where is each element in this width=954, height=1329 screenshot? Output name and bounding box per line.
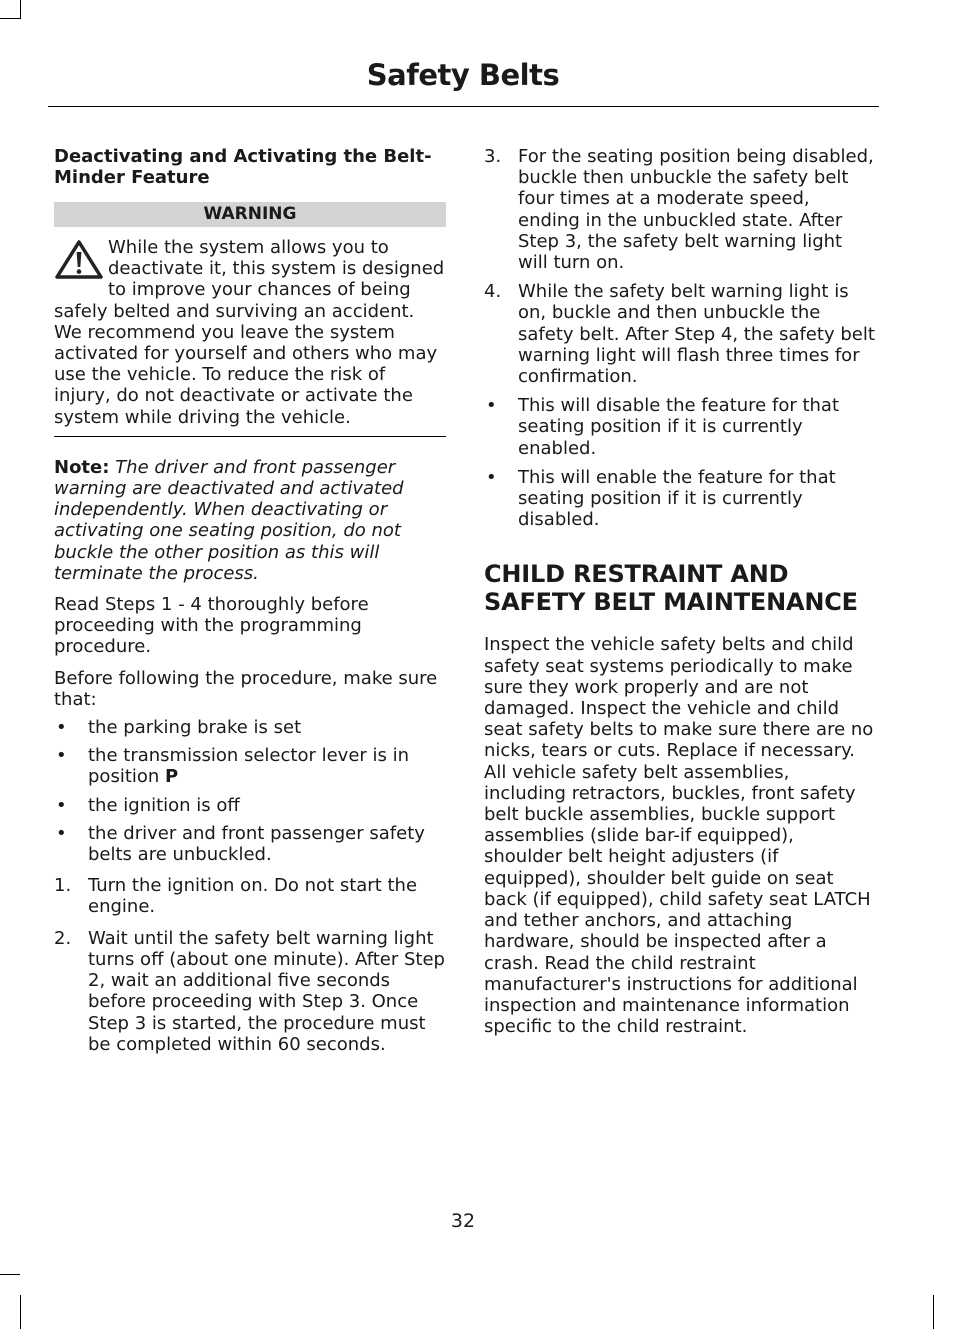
page-title: Safety Belts — [366, 58, 560, 92]
page-number: 32 — [450, 1210, 476, 1232]
gear-position-label: P — [165, 766, 179, 788]
step-item — [54, 875, 446, 917]
list-item-text: the transmission selector lever is in position — [88, 745, 410, 788]
step-number: 2. — [54, 927, 72, 949]
list-item — [484, 467, 876, 531]
note-label: Note: — [54, 456, 110, 478]
left-column — [54, 146, 446, 1055]
step-text: For the seating position being disabled, buckle then unbuckle the safety belt four times at a moderate speed, ending in the unbuckled state. After Step 3, the safety belt warning light will turn on. — [518, 146, 874, 274]
step-number: 3. — [484, 146, 502, 167]
warning-triangle-icon — [54, 239, 104, 281]
note-text: The driver and front passenger warning are deactivated and activated independently. When deactivating or activating one seating position, do not buckle the other position as this will terminate the process. — [54, 456, 404, 584]
bullet-marker: • — [56, 717, 67, 739]
maintenance-body: Inspect the vehicle safety belts and child safety seat systems periodically to make sure they work properly and are not damaged. Inspect the vehicle and child seat safety belts to make sure there are no nicks, tears or cuts. Replace if necessary. All vehicle safety belt assemblies, including retractors, buckles, front safety belt buckle assemblies, buckle support assemblies (slide bar-if equipped), shoulder belt height adjusters (if equipped), shoulder belt guide on seat back (if equipped), child safety seat LATCH and tether anchors, and attaching hardware, should be inspected after a crash. Read the child restraint manufacturer's instructions for additional inspection and maintenance information specific to the child restraint. — [484, 634, 874, 1038]
step-item — [484, 281, 876, 387]
bullet-marker: • — [56, 822, 67, 844]
warning-divider — [54, 436, 446, 437]
bullet-marker: • — [486, 466, 497, 488]
crop-mark — [933, 1295, 934, 1329]
right-column — [484, 146, 876, 1037]
warning-label: WARNING — [54, 202, 446, 227]
list-item-text: the driver and front passenger safety belts are unbuckled. — [88, 822, 425, 866]
warning-box — [54, 237, 446, 428]
crop-mark — [0, 18, 20, 19]
step-number: 4. — [484, 281, 502, 303]
warning-text: While the system allows you to deactivate it, this system is designed to improve your chances of being safely belted and surviving an accident. We recommend you leave the system activated for yourself and others who may use the vehicle. To reduce the risk of injury, do not deactivate or activate the system while driving the vehicle. — [54, 237, 445, 428]
list-item-text: the parking brake is set — [88, 717, 302, 739]
list-item — [54, 745, 446, 787]
list-item-text: This will enable the feature for that seating position if it is currently disabled. — [518, 466, 836, 531]
list-item — [54, 823, 446, 865]
list-item-text: This will disable the feature for that seating position if it is currently enabled. — [518, 395, 840, 459]
bullet-marker: • — [56, 794, 67, 816]
crop-mark — [20, 1295, 21, 1329]
list-item — [54, 717, 446, 738]
bullet-marker: • — [486, 395, 497, 417]
crop-mark — [0, 1274, 20, 1275]
section-subheading: Deactivating and Activating the Belt-Minder Feature — [54, 146, 432, 188]
step-item — [484, 146, 876, 273]
bullet-marker: • — [56, 745, 67, 767]
list-item — [54, 795, 446, 816]
list-item-text: the ignition is off — [88, 794, 240, 816]
step-number: 1. — [54, 875, 72, 897]
title-divider — [48, 106, 879, 107]
paragraph: Before following the procedure, make sure that: — [54, 667, 438, 710]
note — [54, 457, 446, 584]
step-text: While the safety belt warning light is on, buckle and then unbuckle the safety belt. After Step 4, the safety belt warning light will flash three times for confirmation. — [518, 281, 875, 388]
crop-mark — [20, 0, 21, 19]
section-heading: CHILD RESTRAINT AND SAFETY BELT MAINTENANCE — [484, 560, 858, 617]
paragraph: Read Steps 1 - 4 thoroughly before proceeding with the programming procedure. — [54, 594, 369, 658]
step-text: Turn the ignition on. Do not start the engine. — [88, 875, 418, 918]
step-text: Wait until the safety belt warning light turns off (about one minute). After Step 2, wait an additional five seconds before proceeding with Step 3. Once Step 3 is started, the procedure must be completed within 60 seconds. — [88, 927, 445, 1055]
step-item — [54, 928, 446, 1055]
list-item — [484, 395, 876, 459]
